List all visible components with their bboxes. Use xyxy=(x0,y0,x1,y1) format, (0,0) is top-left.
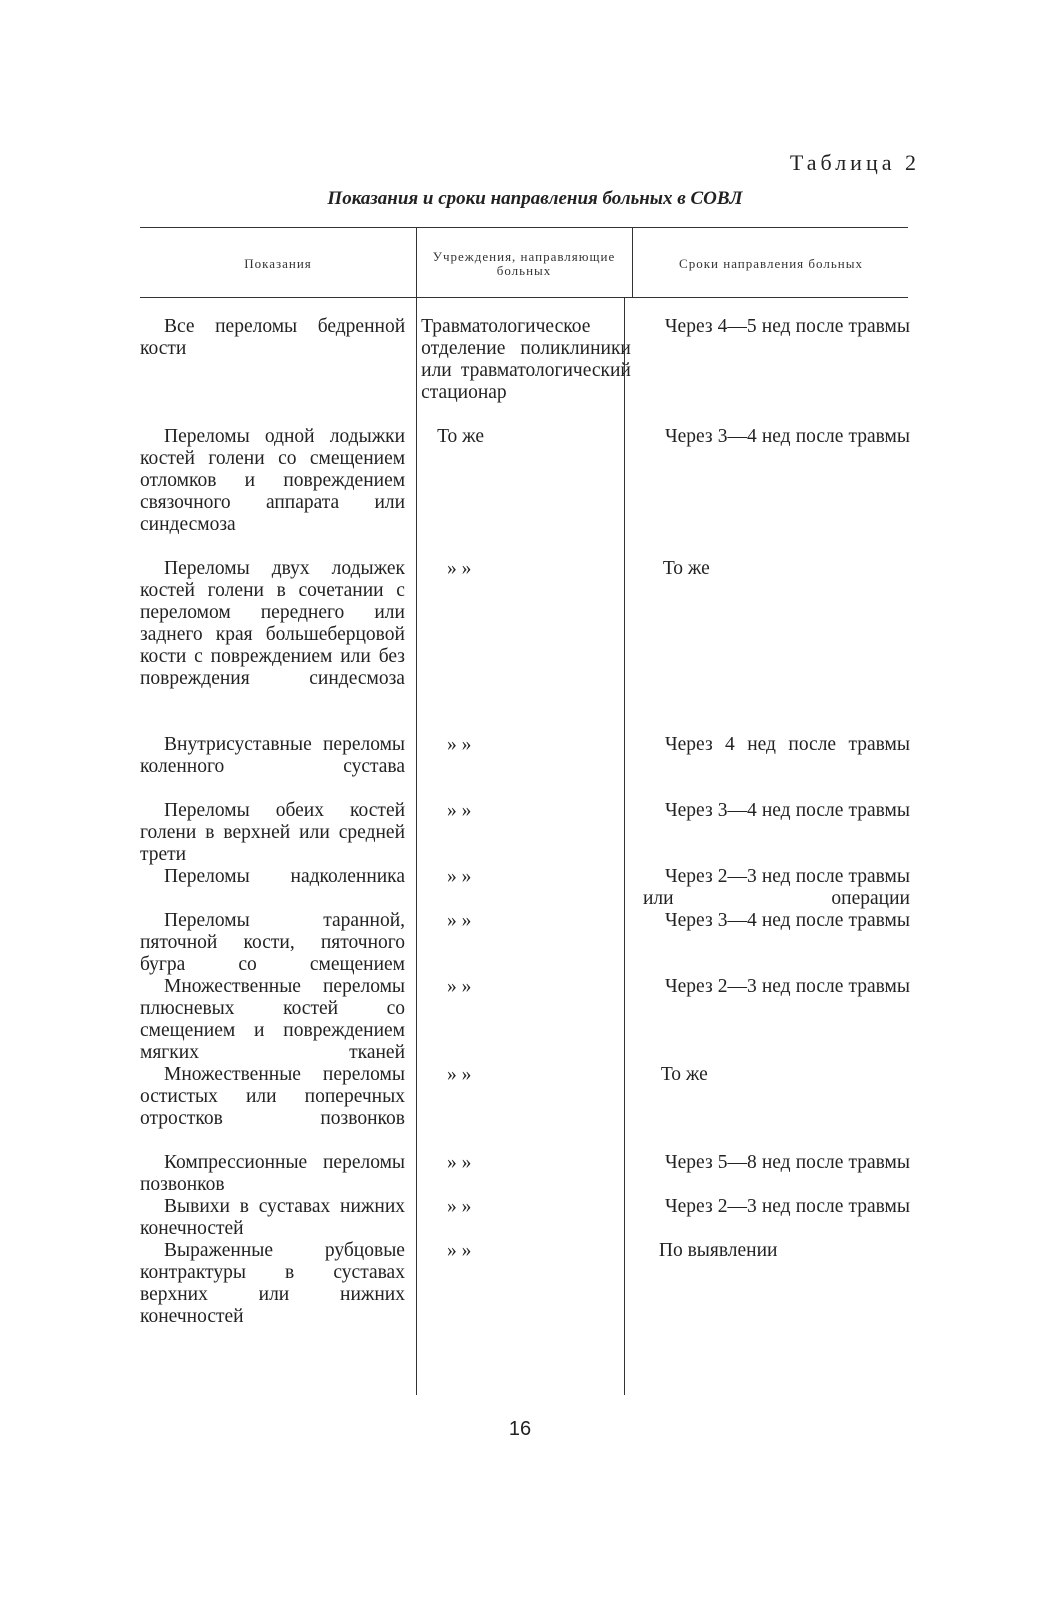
term-cell: Через 4—5 нед после травмы xyxy=(664,316,910,337)
institution-cell: То же xyxy=(437,426,485,447)
term-cell: Через 2—3 нед после травмы или операции xyxy=(642,866,910,909)
indication-cell: Все переломы бедренной кости xyxy=(140,316,406,359)
term-cell: Через 3—4 нед после травмы xyxy=(664,800,910,821)
institution-cell: » » xyxy=(446,558,472,579)
indication-cell: Переломы одной лодыжки костей голени со смещением отломков и повреждением связочного аппарата или синдесмоза xyxy=(140,426,406,535)
term-cell: Через 4 нед после травмы xyxy=(664,734,910,755)
table-row xyxy=(140,1064,910,1152)
table-row xyxy=(140,734,910,800)
indication-cell: Множественные переломы плюсневых костей со смещением и повреждением мягких тканей xyxy=(140,976,406,1063)
header-terms: Сроки направления больных xyxy=(679,256,863,271)
institution-cell: » » xyxy=(447,734,472,755)
indication-cell: Вывихи в суставах нижних конечностей xyxy=(140,1196,406,1239)
term-cell: Через 3—4 нед после травмы xyxy=(664,910,910,931)
table-row xyxy=(140,1240,910,1328)
indication-cell: Компрессионные переломы позвонков xyxy=(140,1152,406,1195)
indication-cell: Множественные переломы остистых или поперечных отростков позвонков xyxy=(140,1064,405,1129)
term-cell: Через 5—8 нед после травмы xyxy=(664,1152,910,1173)
institution-cell: Травматологическое отделение поликлиники или травматологический стационар xyxy=(421,316,631,403)
table-row xyxy=(140,910,910,976)
indication-cell: Переломы надколенника xyxy=(164,866,406,887)
indication-cell: Переломы двух лодыжек костей голени в сочетании с переломом переднего или заднего края большеберцовой кости с повреждением или без повреждения синдесмоза xyxy=(140,558,405,689)
table-row xyxy=(140,1152,910,1196)
term-cell: Через 2—3 нед после травмы xyxy=(664,1196,910,1217)
header-bottom-rule xyxy=(140,297,908,298)
page-number: 16 xyxy=(508,1418,532,1440)
table-row xyxy=(140,316,910,426)
term-cell: То же xyxy=(662,558,710,579)
table-top-rule xyxy=(140,227,908,228)
table-row xyxy=(140,800,910,866)
indication-cell: Внутрисуставные переломы коленного сустава xyxy=(140,734,406,777)
term-cell: Через 2—3 нед после травмы xyxy=(664,976,910,997)
header-indications: Показания xyxy=(244,256,312,271)
table-title: Показания и сроки направления больных в СОВЛ xyxy=(327,188,743,209)
institution-cell: » » xyxy=(446,1240,472,1261)
table-row xyxy=(140,1196,910,1240)
institution-cell: » » xyxy=(447,976,472,997)
indication-cell: Переломы обеих костей голени в верхней или средней трети xyxy=(140,800,406,865)
institution-cell: » » xyxy=(447,1196,472,1217)
institution-cell: » » xyxy=(447,866,472,887)
table-body xyxy=(140,316,910,1328)
table-label: Таблица 2 xyxy=(789,150,920,175)
header-column-divider-2 xyxy=(632,227,633,297)
institution-cell: » » xyxy=(446,1064,472,1085)
term-cell: Через 3—4 нед после травмы xyxy=(664,426,910,447)
table-row xyxy=(140,976,910,1064)
institution-cell: » » xyxy=(447,910,472,931)
term-cell: По выявлении xyxy=(658,1240,778,1261)
institution-cell: » » xyxy=(447,800,472,821)
table-row xyxy=(140,866,910,910)
institution-cell: » » xyxy=(447,1152,472,1173)
table-row xyxy=(140,558,910,734)
term-cell: То же xyxy=(660,1064,708,1085)
table-row xyxy=(140,426,910,558)
indication-cell: Выраженные рубцовые контрактуры в суставах верхних или нижних конечностей xyxy=(140,1240,405,1327)
indication-cell: Переломы таранной, пяточной кости, пяточного бугра со смещением xyxy=(140,910,406,975)
header-institutions: Учреждения, направляющие больных xyxy=(432,249,616,278)
